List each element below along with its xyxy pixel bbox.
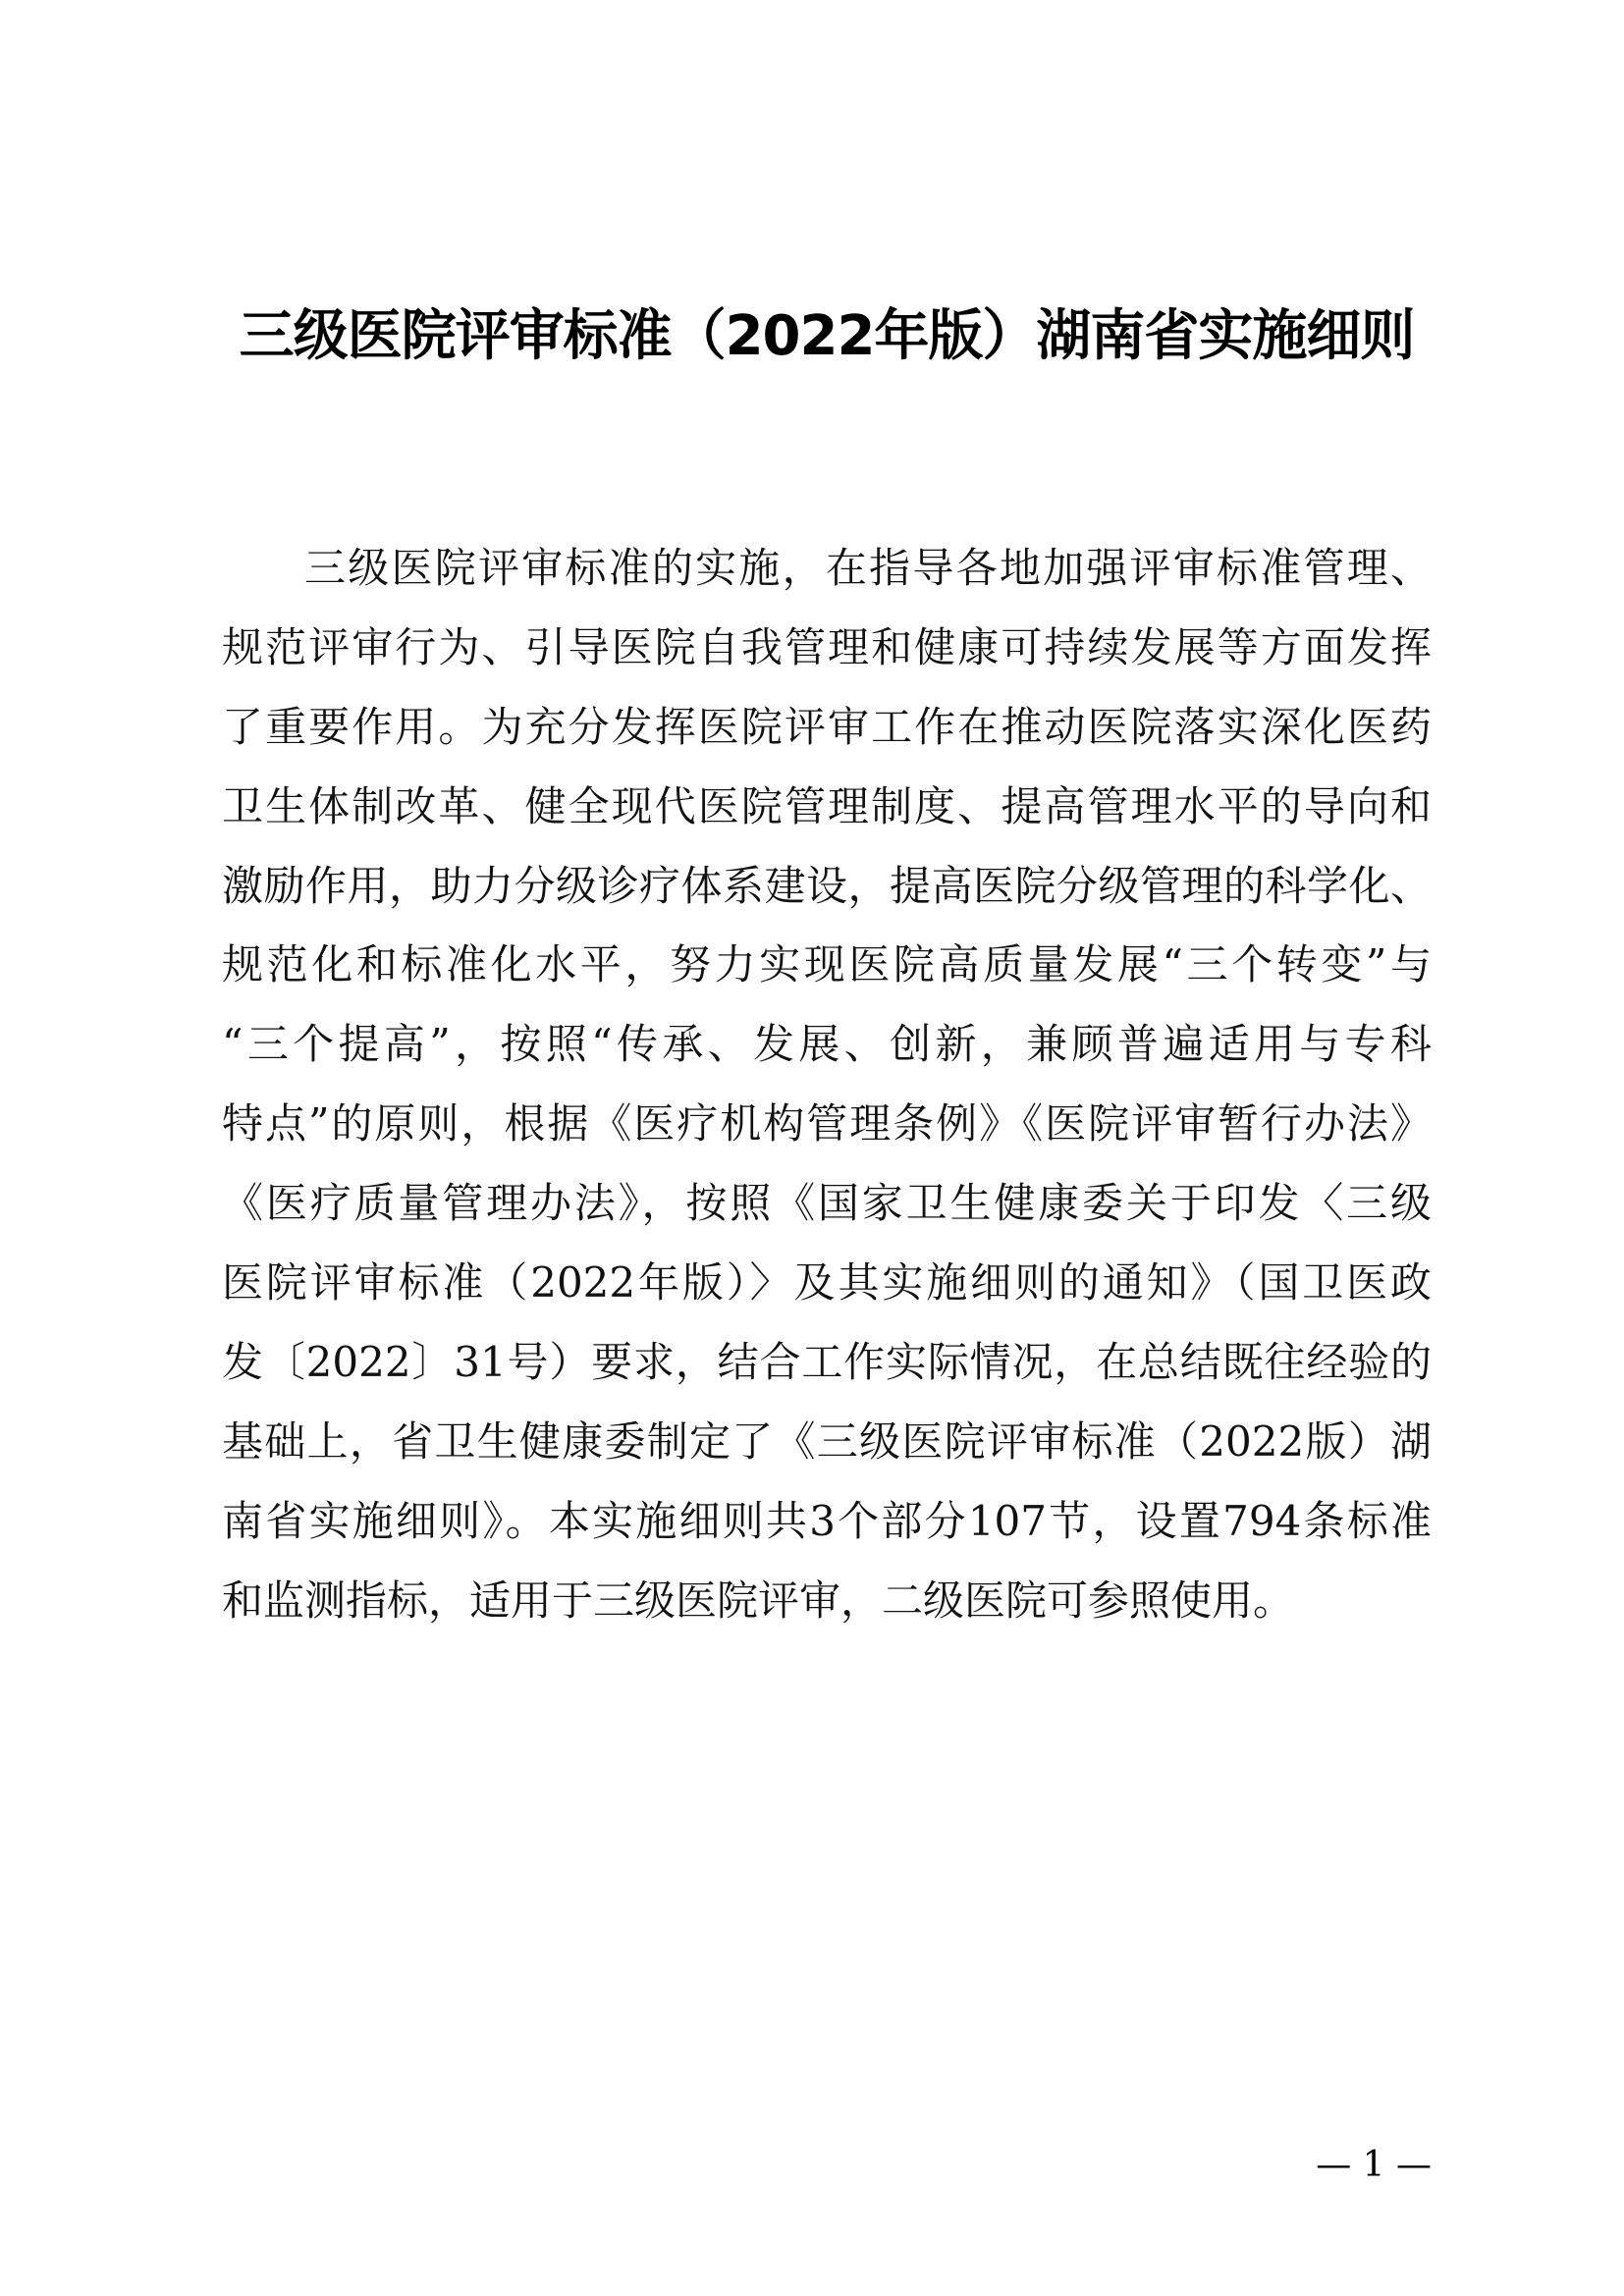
paragraph-line: 激励作用，助力分级诊疗体系建设，提高医院分级管理的科学化、 [222, 861, 1432, 910]
paragraph-line: “三个提高”，按照“传承、发展、创新，兼顾普遍适用与专科 [222, 1020, 1432, 1069]
paragraph-line: 和监测指标，适用于三级医院评审，二级医院可参照使用。 [222, 1575, 1295, 1625]
paragraph-line: 卫生体制改革、健全现代医院管理制度、提高管理水平的导向和 [222, 781, 1432, 830]
paragraph-line: 特点”的原则，根据《医疗机构管理条例》《医院评审暂行办法》 [222, 1099, 1432, 1148]
paragraph-line: 南省实施细则》。本实施细则共3个部分107节，设置794条标准 [222, 1496, 1432, 1545]
paragraph-line: 基础上，省卫生健康委制定了《三级医院评审标准（2022版）湖 [222, 1416, 1432, 1466]
paragraph-line: 发〔2022〕31号）要求，结合工作实际情况，在总结既往经验的 [222, 1337, 1432, 1386]
paragraph-line: 规范化和标准化水平，努力实现医院高质量发展“三个转变”与 [222, 940, 1432, 989]
paragraph-line: 了重要作用。为充分发挥医院评审工作在推动医院落实深化医药 [222, 702, 1432, 751]
body-paragraph [222, 529, 1432, 1640]
document-title: 三级医院评审标准（2022年版）湖南省实施细则 [239, 304, 1415, 368]
page-number: — 1 — [1316, 2145, 1432, 2185]
paragraph-line: 《医疗质量管理办法》，按照《国家卫生健康委关于印发〈三级 [222, 1179, 1432, 1228]
paragraph-line: 医院评审标准（2022年版）〉及其实施细则的通知》（国卫医政 [222, 1258, 1432, 1308]
paragraph-line: 规范评审行为、引导医院自我管理和健康可持续发展等方面发挥 [222, 622, 1432, 671]
paragraph-line: 三级医院评审标准的实施，在指导各地加强评审标准管理、 [304, 544, 1432, 592]
